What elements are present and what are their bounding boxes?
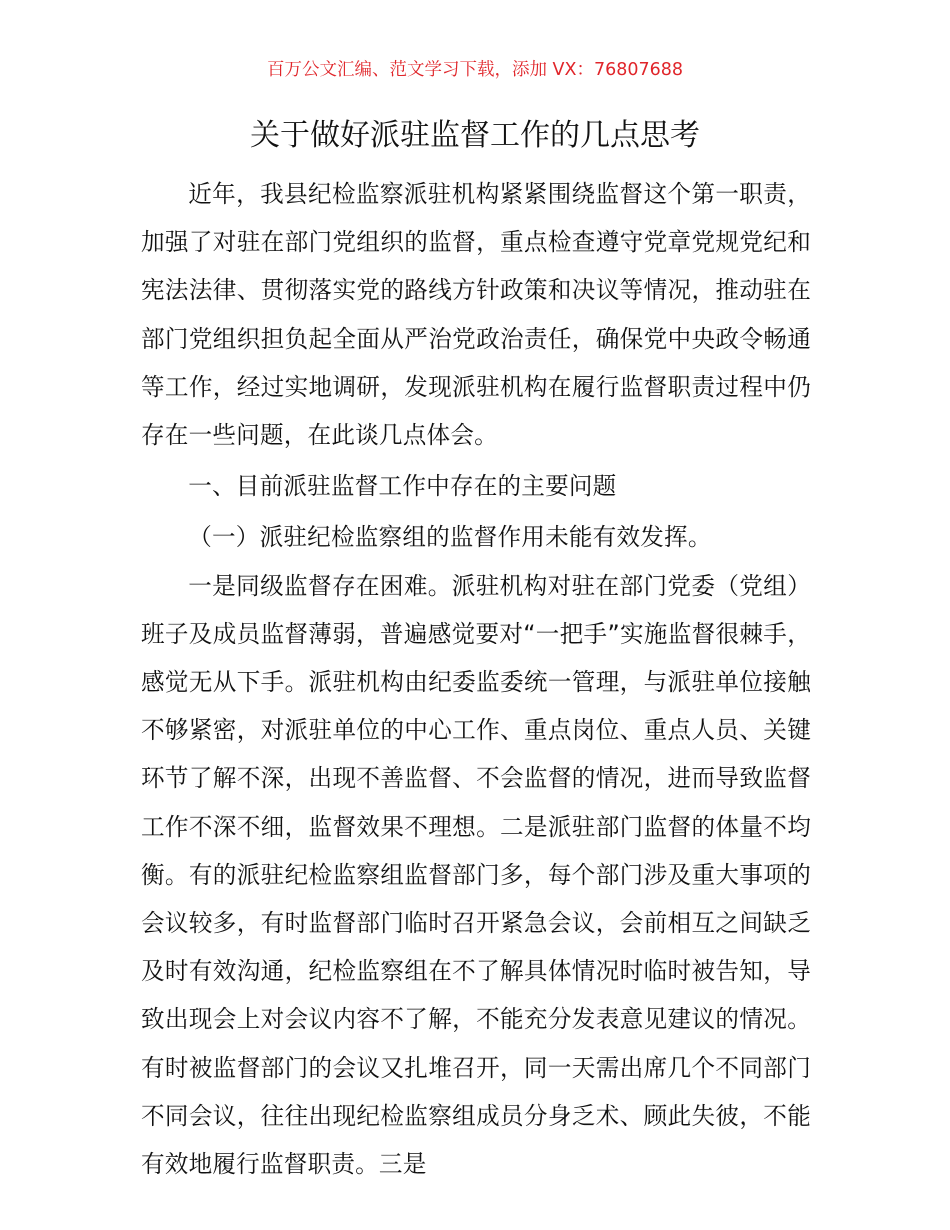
section-heading: 一、目前派驻监督工作中存在的主要问题 [188,472,617,501]
document-body [141,170,811,1188]
paragraph-intro: 近年，我县纪检监察派驻机构紧紧围绕监督这个第一职责，加强了对驻在部门党组织的监督，重点检查遵守党章党规党纪和宪法法律、贯彻落实党的路线方针政策和决议等情况，推动驻在部门党组织担负起全面从严治党政治责任，确保党中央政令畅通等工作，经过实地调研，发现派驻机构在履行监督职责过程中仍存在一些问题，在此谈几点体会。 [141,180,811,450]
document-title: 关于做好派驻监督工作的几点思考 [250,118,700,153]
header-notice: 百万公文汇编、范文学习下载，添加 VX：76807688 [266,60,684,80]
subsection-heading: （一）派驻纪检监察组的监督作用未能有效发挥。 [188,523,712,552]
paragraph-body: 一是同级监督存在困难。派驻机构对驻在部门党委（党组）班子及成员监督薄弱，普遍感觉要对“一把手”实施监督很棘手，感觉无从下手。派驻机构由纪委监委统一管理，与派驻单位接触不够紧密，对派驻单位的中心工作、重点岗位、重点人员、关键环节了解不深，出现不善监督、不会监督的情况，进而导致监督工作不深不细，监督效果不理想。二是派驻部门监督的体量不均衡。有的派驻纪检监察组监督部门多，每个部门涉及重大事项的会议较多，有时监督部门临时召开紧急会议，会前相互之间缺乏及时有效沟通，纪检监察组在不了解具体情况时临时被告知，导致出现会上对会议内容不了解，不能充分发表意见建议的情况。有时被监督部门的会议又扎堆召开，同一天需出席几个不同部门不同会议，往往出现纪检监察组成员分身乏术、顾此失彼，不能有效地履行监督职责。三是 [141,571,811,1179]
